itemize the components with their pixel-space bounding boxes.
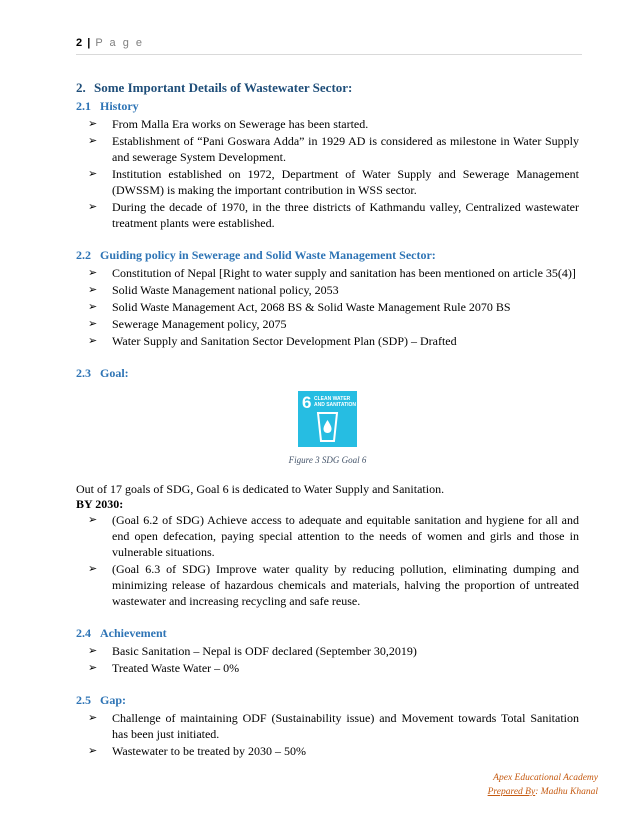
list-item-text: Establishment of “Pani Goswara Adda” in 1929 AD is considered as milestone in Water Supply and sewerage System Development. — [112, 134, 579, 164]
list-item-text: During the decade of 1970, in the three districts of Kathmandu valley, Centralized wastewater treatment plants were established. — [112, 200, 579, 230]
arrow-bullet-icon: ➢ — [88, 318, 98, 330]
list-item — [76, 116, 579, 132]
arrow-bullet-icon: ➢ — [88, 284, 98, 296]
arrow-bullet-icon: ➢ — [88, 168, 98, 180]
policy-list — [76, 265, 579, 349]
list-item-text: Institution established on 1972, Department of Water Supply and Sewerage Management (DWSSM) is making the important contribution in WSS sector. — [112, 167, 579, 197]
list-item-text: Solid Waste Management Act, 2068 BS & Solid Waste Management Rule 2070 BS — [112, 300, 511, 314]
list-item-text: Water Supply and Sanitation Sector Development Plan (SDP) – Drafted — [112, 334, 457, 348]
sdg-label-line1: CLEAN WATER — [314, 396, 351, 402]
list-item-text: Sewerage Management policy, 2075 — [112, 317, 287, 331]
list-item-text: Treated Waste Water – 0% — [112, 661, 240, 675]
achievement-heading — [76, 626, 579, 641]
prepared-by-separator: : — [535, 787, 541, 797]
history-number: 2.1 — [76, 99, 91, 113]
list-item-text: (Goal 6.2 of SDG) Achieve access to adequate and equitable sanitation and hygiene for all and end open defecation, paying special attention to the needs of women and girls and those in vulnerable situations. — [112, 513, 579, 559]
list-item — [76, 299, 579, 315]
goal-title: Goal: — [100, 366, 129, 380]
gap-heading — [76, 693, 579, 708]
section-title: Some Important Details of Wastewater Sector: — [94, 80, 353, 95]
arrow-bullet-icon: ➢ — [88, 645, 98, 657]
author-name: Madhu Khanal — [540, 787, 598, 797]
achievement-number: 2.4 — [76, 626, 91, 640]
water-drop-glass-icon — [298, 391, 357, 447]
list-item — [76, 512, 579, 560]
document-body — [76, 80, 579, 760]
arrow-bullet-icon: ➢ — [88, 118, 98, 130]
list-item — [76, 643, 579, 659]
list-item-text: Challenge of maintaining ODF (Sustainability issue) and Movement towards Total Sanitation has been just initiated. — [112, 711, 579, 741]
achievement-list — [76, 643, 579, 676]
section-number: 2. — [76, 80, 86, 95]
gap-title: Gap: — [100, 693, 127, 707]
arrow-bullet-icon: ➢ — [88, 712, 98, 724]
page-header — [76, 37, 582, 55]
list-item — [76, 316, 579, 332]
goal-number: 2.3 — [76, 366, 91, 380]
arrow-bullet-icon: ➢ — [88, 662, 98, 674]
arrow-bullet-icon: ➢ — [88, 267, 98, 279]
goal-intro: Out of 17 goals of SDG, Goal 6 is dedicated to Water Supply and Sanitation. — [76, 482, 445, 496]
page-number: 2 — [76, 37, 83, 49]
gap-number: 2.5 — [76, 693, 91, 707]
gap-list — [76, 710, 579, 759]
history-heading — [76, 99, 579, 114]
list-item — [76, 282, 579, 298]
sdg-figure — [76, 391, 579, 465]
arrow-bullet-icon: ➢ — [88, 201, 98, 213]
figure-caption: Figure 3 SDG Goal 6 — [288, 455, 367, 465]
history-title: History — [100, 99, 139, 113]
list-item — [76, 743, 579, 759]
list-item — [76, 199, 579, 231]
section-heading — [76, 80, 579, 96]
sdg-goal-6-icon — [298, 391, 357, 447]
arrow-bullet-icon: ➢ — [88, 335, 98, 347]
policy-heading — [76, 248, 579, 263]
achievement-title: Achievement — [100, 626, 167, 640]
list-item — [76, 265, 579, 281]
list-item-text: From Malla Era works on Sewerage has been started. — [112, 117, 369, 131]
prepared-by-label: Prepared By — [487, 787, 536, 797]
list-item — [76, 133, 579, 165]
list-item-text: Constitution of Nepal [Right to water supply and sanitation has been mentioned on article 35(4)] — [112, 266, 576, 280]
history-list — [76, 116, 579, 231]
list-item-text: Basic Sanitation – Nepal is ODF declared (September 30,2019) — [112, 644, 417, 658]
list-item-text: Wastewater to be treated by 2030 – 50% — [112, 744, 306, 758]
prepared-by — [488, 785, 598, 799]
list-item — [76, 333, 579, 349]
list-item-text: Solid Waste Management national policy, 2053 — [112, 283, 339, 297]
list-item-text: (Goal 6.3 of SDG) Improve water quality by reducing pollution, eliminating dumping and minimizing release of hazardous chemicals and materials, halving the proportion of untreated wastewater and increasing recycling and safe reuse. — [112, 562, 579, 608]
arrow-bullet-icon: ➢ — [88, 514, 98, 526]
list-item — [76, 660, 579, 676]
policy-title: Guiding policy in Sewerage and Solid Waste Management Sector: — [100, 248, 436, 262]
arrow-bullet-icon: ➢ — [88, 563, 98, 575]
page-separator: | — [87, 37, 91, 49]
arrow-bullet-icon: ➢ — [88, 301, 98, 313]
policy-number: 2.2 — [76, 248, 91, 262]
sdg-number: 6 — [302, 393, 312, 412]
list-item — [76, 166, 579, 198]
list-item — [76, 710, 579, 742]
list-item — [76, 561, 579, 609]
by-2030-label: BY 2030: — [76, 497, 124, 511]
page-footer — [488, 771, 598, 799]
academy-name: Apex Educational Academy — [493, 773, 598, 783]
arrow-bullet-icon: ➢ — [88, 135, 98, 147]
goal-list — [76, 512, 579, 609]
sdg-label-line2: AND SANITATION — [314, 402, 357, 408]
arrow-bullet-icon: ➢ — [88, 745, 98, 757]
page-label: P a g e — [95, 37, 144, 49]
goal-heading — [76, 366, 579, 381]
